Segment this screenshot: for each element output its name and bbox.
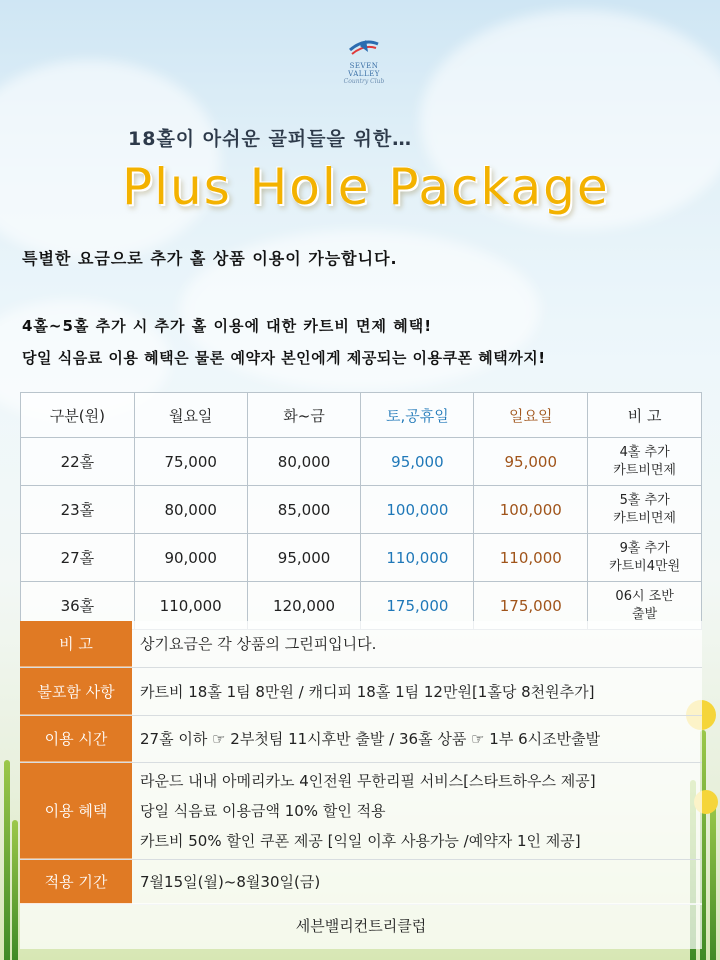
benefit-line: 당일 식음료 이용 혜택은 물론 예약자 본인에게 제공되는 이용쿠폰 혜택까지!	[22, 349, 546, 367]
brand-logo-icon	[346, 36, 382, 58]
price-cell: 90,000	[134, 534, 247, 582]
note-cell	[588, 534, 702, 582]
info-line: 라운드 내내 아메리카노 4인전원 무한리필 서비스[스타트하우스 제공]	[140, 772, 596, 790]
price-cell: 80,000	[247, 438, 361, 486]
note-line: 카트비면제	[613, 510, 676, 526]
info-row-benefits	[20, 763, 702, 860]
column-header: 토,공휴일	[361, 393, 474, 438]
note-line: 5홀 추가	[619, 492, 670, 508]
info-line: 카트비 18홀 1팀 8만원 / 캐디피 18홀 1팀 12만원[1홀당 8천원추가]	[140, 682, 595, 701]
info-value	[132, 621, 702, 667]
info-row-excluded	[20, 668, 702, 716]
info-line: 7월15일(월)~8월30일(금)	[140, 873, 321, 891]
info-label: 적용 기간	[20, 860, 132, 904]
info-value	[132, 668, 702, 715]
info-label: 이용 시간	[20, 716, 132, 762]
price-cell: 100,000	[474, 486, 588, 534]
info-line: 당일 식음료 이용금액 10% 할인 적용	[140, 802, 386, 820]
note-line: 9홀 추가	[619, 540, 670, 556]
brand-logo	[334, 36, 394, 85]
table-row	[21, 438, 702, 486]
footer-club-name: 세븐밸리컨트리클럽	[20, 903, 702, 949]
brand-name: SEVEN VALLEY	[348, 62, 380, 78]
info-line: 카트비 50% 할인 쿠폰 제공 [익일 이후 사용가능 /예약자 1인 제공]	[140, 832, 581, 850]
price-cell: 95,000	[474, 438, 588, 486]
price-cell: 85,000	[247, 486, 361, 534]
note-line: 06시 조반	[615, 588, 674, 604]
info-label: 비 고	[20, 621, 132, 667]
table-header-row	[21, 393, 702, 438]
brand-tagline: Country Club	[343, 78, 385, 85]
page-subtitle: 18홀이 아쉬운 골퍼들을 위한…	[128, 128, 413, 150]
price-cell: 75,000	[134, 438, 247, 486]
table-row	[21, 534, 702, 582]
price-cell: 95,000	[361, 438, 474, 486]
intro-text: 특별한 요금으로 추가 홀 상품 이용이 가능합니다.	[22, 249, 398, 268]
hole-cell: 22홀	[21, 438, 135, 486]
column-header: 화~금	[247, 393, 361, 438]
note-line: 카트비면제	[613, 462, 676, 478]
info-label: 이용 혜택	[20, 763, 132, 859]
column-header: 구분(원)	[21, 393, 135, 438]
price-cell: 110,000	[361, 534, 474, 582]
price-cell: 100,000	[361, 486, 474, 534]
price-cell: 95,000	[247, 534, 361, 582]
hole-cell: 27홀	[21, 534, 135, 582]
note-cell	[588, 486, 702, 534]
info-value	[132, 763, 702, 859]
column-header: 일요일	[474, 393, 588, 438]
column-header: 월요일	[134, 393, 247, 438]
info-row-note	[20, 621, 702, 668]
note-line: 4홀 추가	[619, 444, 670, 460]
price-cell: 110,000	[134, 582, 247, 630]
price-cell: 175,000	[361, 582, 474, 630]
info-row-period	[20, 860, 702, 905]
price-cell: 175,000	[474, 582, 588, 630]
benefit-line: 4홀~5홀 추가 시 추가 홀 이용에 대한 카트비 면제 혜택!	[22, 317, 433, 335]
price-table	[20, 392, 702, 630]
note-line: 출발	[632, 606, 658, 622]
info-value	[132, 716, 702, 762]
info-line: 상기요금은 각 상품의 그린피입니다.	[140, 635, 377, 653]
info-value	[132, 860, 702, 904]
note-cell	[588, 438, 702, 486]
info-row-hours	[20, 716, 702, 763]
price-cell: 120,000	[247, 582, 361, 630]
page-title: Plus Hole Package	[122, 158, 610, 216]
hole-cell: 36홀	[21, 582, 135, 630]
info-section	[20, 621, 702, 905]
table-row	[21, 486, 702, 534]
price-cell: 110,000	[474, 534, 588, 582]
hole-cell: 23홀	[21, 486, 135, 534]
info-line: 27홀 이하 ☞ 2부첫팀 11시후반 출발 / 36홀 상품 ☞ 1부 6시조반출발	[140, 730, 601, 748]
info-label: 불포함 사항	[20, 668, 132, 715]
note-line: 카트비4만원	[609, 558, 681, 574]
price-cell: 80,000	[134, 486, 247, 534]
column-header: 비 고	[588, 393, 702, 438]
